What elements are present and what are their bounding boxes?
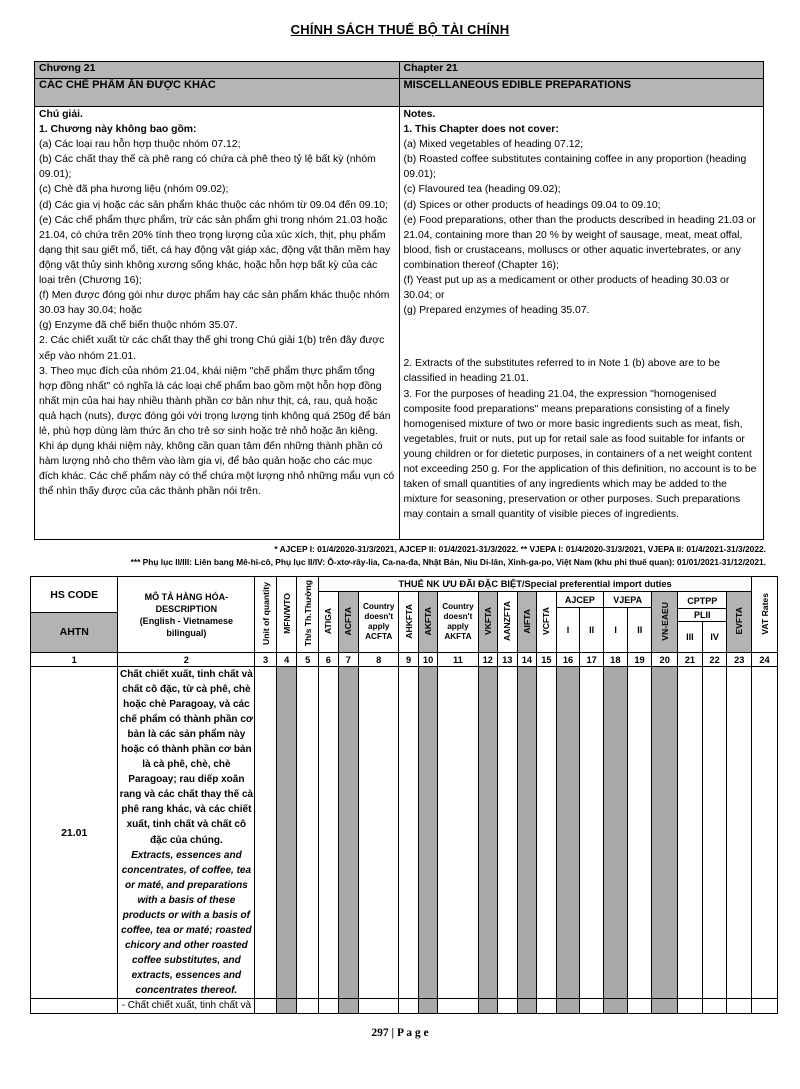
tariff-empty-cell-col-11: [438, 999, 478, 1014]
tariff-empty-cell-col-23: [727, 667, 752, 999]
no-akfta-header-cell: Country doesn't apply AKFTA: [438, 592, 478, 653]
chapter-number-en: Chapter 21: [399, 62, 764, 79]
note-paragraph: (b) Các chất thay thế cà phê rang có chứa cà phê theo tỷ lệ bất kỳ (nhóm 09.01);: [39, 154, 376, 181]
vjepa-label: VJEPA: [604, 592, 651, 608]
atiga-label: ATIGA: [323, 607, 334, 635]
tariff-empty-cell-col-3: [255, 667, 277, 999]
tariff-empty-cell-col-14: [517, 999, 537, 1014]
mfn-header-cell: [276, 577, 297, 653]
tariff-empty-cell-col-21: [678, 667, 703, 999]
column-number-1: 1: [31, 653, 118, 667]
column-number-5: 5: [297, 653, 319, 667]
tariff-empty-cell-col-22: [702, 667, 727, 999]
tariff-empty-cell-col-23: [727, 999, 752, 1014]
note-paragraph: (f) Men được đóng gói như dược phẩm hay các sản phẩm khác thuộc nhóm 30.03 hay 30.04; hoặc: [39, 290, 390, 317]
chapter-number-vi: Chương 21: [35, 62, 400, 79]
page-title: CHÍNH SÁCH THUẾ BỘ TÀI CHÍNH: [290, 22, 510, 37]
ahkfta-header-cell: [399, 592, 419, 653]
tariff-empty-cell-col-6: [319, 667, 339, 999]
column-number-21: 21: [678, 653, 703, 667]
tariff-empty-cell-col-16: [556, 999, 580, 1014]
note-paragraph: 3. Theo mục đích của nhóm 21.04, khái niệm "chế phẩm thực phẩm tổng hợp đồng nhất" có nghĩa là các loại chế phẩm bao gồm một hỗn hợp đồng nhất mịn của hai hay nhiều thành phần cơ bản như thịt, cá, rau, quả hoặc quả hạch (nuts), được đóng gói với trọng lượng tịnh không quá 250g để bán lẻ, phù hợp dùng làm thức ăn cho trẻ sơ sinh hoặc trẻ nhỏ hoặc ăn kiêng. Khi áp dụng khái niệm này, không cần quan tâm đến những thành phần có hàm lượng nhỏ cho thêm vào làm gia vị, để bảo quản hoặc cho các mục đích khác. Các chế phẩm này có thể chứa một lượng nhỏ những mẩu vụn có thể nhìn thấy được của các thành phần nói trên.: [39, 365, 395, 498]
ths-label: Th/s Th.Thường: [302, 580, 313, 647]
tariff-empty-cell-col-9: [399, 999, 419, 1014]
tariff-empty-cell-col-19: [627, 999, 652, 1014]
note-paragraph: (b) Roasted coffee substitutes containing coffee in any proportion (heading 09.01);: [403, 154, 747, 181]
vkfta-header-cell: [478, 592, 498, 653]
vat-header-cell: [752, 577, 778, 653]
column-number-11: 11: [438, 653, 478, 667]
page-number: 297 | P a g e: [371, 1027, 429, 1040]
description-label: MÔ TẢ HÀNG HÓA-DESCRIPTION: [144, 591, 229, 614]
subheading-description-cell: [118, 999, 255, 1014]
tariff-empty-cell-col-17: [580, 999, 604, 1014]
vkfta-label: VKFTA: [482, 606, 493, 635]
tariff-empty-cell-col-14: [517, 667, 537, 999]
vjepa-i-label: I: [614, 625, 617, 635]
vjepa-ii-label: II: [627, 608, 651, 652]
column-number-12: 12: [478, 653, 498, 667]
column-number-22: 22: [702, 653, 727, 667]
vcfta-label: VCFTA: [541, 606, 552, 635]
chapter-title-vi: CÁC CHẾ PHẨM ĂN ĐƯỢC KHÁC: [35, 79, 400, 107]
notes-vi: [35, 107, 400, 540]
plii-label: PLII: [678, 609, 726, 622]
note-paragraph: Chú giải.: [39, 109, 83, 120]
chapter-notes-row: [35, 107, 764, 540]
tariff-empty-cell-col-6: [319, 999, 339, 1014]
note-paragraph: (a) Các loại rau hỗn hợp thuộc nhóm 07.12;: [39, 139, 241, 151]
column-number-2: 2: [118, 653, 255, 667]
column-number-18: 18: [604, 653, 628, 667]
tariff-empty-cell-col-11: [438, 667, 478, 999]
acfta-label: ACFTA: [343, 606, 354, 636]
hs-code-header-cell: [31, 577, 118, 653]
description-vi: Chất chiết xuất, tinh chất và chất cô đặc, từ cà phê, chè hoặc chè Paragoay, và các chế phẩm có thành phần cơ bản là các sản phẩm này hoặc có thành phần cơ bản là cà phê, chè, chè Paragoay; rau diếp xoăn rang và các chất thay thế cà phê rang khác, và các chiết xuất, tinh chất và chất cô đặc của chúng.: [119, 669, 254, 846]
vn-eaeu-header-cell: [652, 592, 678, 653]
note-paragraph: 3. For the purposes of heading 21.04, the expression "homogenised composite food preparations" means preparations consisting of a finely homogenised mixture of two or more basic ingredients such as meat, fish, vegetables, fruit or nuts, put up for retail sale as food suitable for infants or young children or for dietetic purposes, in containers of a net weight content not exceeding 250 g. For the application of this definition, no account is to be taken of small quantities of any ingredients which may be added to the mixture for seasoning, preservation or other purposes. Such preparations may contain a small quantity of visible pieces of ingredients.: [403, 388, 757, 521]
column-number-3: 3: [255, 653, 277, 667]
hs-code-label: HS CODE: [31, 577, 117, 613]
column-number-13: 13: [498, 653, 518, 667]
tariff-empty-cell-col-5: [297, 667, 319, 999]
note-paragraph: (d) Spices or other products of headings 09.04 to 09.10;: [403, 199, 661, 211]
tariff-empty-cell-col-13: [498, 667, 518, 999]
unit-label: Unit of quantity: [260, 581, 271, 645]
note-paragraph: (a) Mixed vegetables of heading 07.12;: [403, 139, 584, 151]
footnotes: [0, 543, 766, 569]
note-paragraph: (c) Chè đã pha hương liệu (nhóm 09.02);: [39, 184, 229, 196]
tariff-header-top-row: [31, 577, 778, 592]
tariff-empty-cell-col-3: [255, 999, 277, 1014]
note-paragraph: 2. Extracts of the substitutes referred to in Note 1 (b) above are to be classified in heading 21.01.: [403, 358, 721, 385]
tariff-empty-cell-col-8: [359, 999, 399, 1014]
ajcep-ii-label: II: [579, 608, 603, 652]
chapter-title-en: MISCELLANEOUS EDIBLE PREPARATIONS: [399, 79, 764, 107]
cptpp-header-cell: [678, 592, 727, 653]
column-number-9: 9: [399, 653, 419, 667]
tariff-empty-cell-col-10: [418, 667, 438, 999]
tariff-empty-cell-col-15: [537, 999, 557, 1014]
ahtn-label: AHTN: [31, 613, 117, 652]
tariff-empty-cell-col-7: [338, 999, 359, 1014]
tariff-empty-cell-col-22: [702, 999, 727, 1014]
column-number-8: 8: [359, 653, 399, 667]
akfta-label: AKFTA: [423, 606, 434, 636]
tariff-empty-cell-col-18: [604, 999, 628, 1014]
tariff-empty-cell-col-19: [627, 667, 652, 999]
special-duties-header: THUẾ NK ƯU ĐÃI ĐẶC BIỆT/Special preferential import duties: [319, 577, 752, 592]
no-acfta-header-cell: Country doesn't apply ACFTA: [359, 592, 399, 653]
tariff-subheading-row: [31, 999, 778, 1014]
note-paragraph: (d) Các gia vị hoặc các sản phẩm khác thuộc các nhóm từ 09.04 đến 09.10;: [39, 199, 388, 211]
column-number-17: 17: [580, 653, 604, 667]
atiga-header-cell: [319, 592, 339, 653]
ajcep-label: AJCEP: [557, 592, 603, 608]
note-paragraph: Notes.: [403, 109, 436, 120]
tariff-empty-cell-col-16: [556, 667, 580, 999]
cptpp-iv-label: IV: [702, 622, 727, 652]
description-header-cell: [118, 577, 255, 653]
hs-code-empty: [31, 999, 118, 1014]
tariff-row-2101: [31, 667, 778, 999]
tariff-table: [30, 576, 778, 1014]
tariff-empty-cell-col-10: [418, 999, 438, 1014]
tariff-empty-cell-col-9: [399, 667, 419, 999]
note-paragraph: 1. Chương này không bao gồm:: [39, 124, 197, 136]
column-number-24: 24: [752, 653, 778, 667]
tariff-empty-cell-col-4: [276, 667, 297, 999]
tariff-empty-cell-col-24: [752, 999, 778, 1014]
column-number-10: 10: [418, 653, 438, 667]
notes-en: [399, 107, 764, 540]
ths-header-cell: [297, 577, 319, 653]
acfta-header-cell: [338, 592, 359, 653]
description-cell: [118, 667, 255, 999]
ajcep-header-cell: [556, 592, 603, 653]
vjepa-header-cell: [604, 592, 652, 653]
subheading-description: - Chất chiết xuất, tinh chất và: [121, 1000, 252, 1012]
column-number-19: 19: [627, 653, 652, 667]
vat-label: VAT Rates: [759, 592, 770, 635]
column-number-20: 20: [652, 653, 678, 667]
tariff-empty-cell-col-20: [652, 999, 678, 1014]
tariff-empty-cell-col-8: [359, 667, 399, 999]
column-number-23: 23: [727, 653, 752, 667]
note-paragraph: (g) Enzyme đã chế biến thuộc nhóm 35.07.: [39, 320, 238, 332]
chapter-title-row: [35, 79, 764, 107]
note-paragraph: (f) Yeast put up as a medicament or other products of heading 30.03 or 30.04; or: [403, 275, 730, 302]
tariff-empty-cell-col-12: [478, 667, 498, 999]
evfta-label: EVFTA: [734, 607, 745, 635]
footnote-line-2: *** Phụ lục II/III: Liên bang Mê-hi-cô, Phụ lục II/IV: Ô-xtơ-rây-lia, Ca-na-đa, Nhật Bản, Niu Di-lân, Xinh-ga-po, Việt Nam (khu phi thuế quan): 01/01/2021-31/12/2021.: [130, 557, 766, 567]
hs-code-value: 21.01: [31, 667, 118, 999]
note-paragraph: 1. This Chapter does not cover:: [403, 124, 559, 136]
tariff-empty-cell-col-20: [652, 667, 678, 999]
evfta-header-cell: [727, 592, 752, 653]
aanzfta-label: AANZFTA: [502, 601, 513, 641]
column-number-15: 15: [537, 653, 557, 667]
akfta-header-cell: [418, 592, 438, 653]
cptpp-iii-label: III: [686, 631, 694, 642]
footnote-line-1: * AJCEP I: 01/4/2020-31/3/2021, AJCEP II: 01/4/2021-31/3/2022. ** VJEPA I: 01/4/2020-31/3/2021, VJEPA II: 01/4/2021-31/3/2022.: [274, 544, 766, 554]
chapter-notes-table: [34, 61, 764, 540]
tariff-empty-cell-col-21: [678, 999, 703, 1014]
aanzfta-header-cell: [498, 592, 518, 653]
tariff-empty-cell-col-15: [537, 667, 557, 999]
note-paragraph: 2. Các chiết xuất từ các chất thay thế ghi trong Chú giải 1(b) trên đây được xếp vào nhóm 21.01.: [39, 335, 385, 362]
tariff-empty-cell-col-7: [338, 667, 359, 999]
note-paragraph: (e) Food preparations, other than the products described in heading 21.03 or 21.04, containing more than 20 % by weight of sausage, meat, meat offal, blood, fish or crustaceans, molluscs or other aquatic invertebrates, or any combination thereof (Chapter 16);: [403, 214, 756, 271]
ahkfta-label: AHKFTA: [403, 603, 414, 639]
note-paragraph: (g) Prepared enzymes of heading 35.07.: [403, 305, 590, 317]
vcfta-header-cell: [537, 592, 557, 653]
column-number-16: 16: [556, 653, 580, 667]
column-number-6: 6: [319, 653, 339, 667]
tariff-empty-cell-col-4: [276, 999, 297, 1014]
mfn-label: MFN/WTO: [281, 593, 292, 634]
chapter-number-row: [35, 62, 764, 79]
column-number-7: 7: [338, 653, 359, 667]
cptpp-label: CPTPP: [678, 593, 726, 609]
description-sublabel: (English - Vietnamese bilingual): [139, 615, 234, 638]
ajcep-i-label: I: [566, 625, 570, 635]
aifta-label: AIFTA: [521, 608, 532, 634]
tariff-empty-cell-col-24: [752, 667, 778, 999]
unit-header-cell: [255, 577, 277, 653]
tariff-empty-cell-col-13: [498, 999, 518, 1014]
aifta-header-cell: [517, 592, 537, 653]
note-paragraph: (c) Flavoured tea (heading 09.02);: [403, 184, 561, 196]
description-en: Extracts, essences and concentrates, of coffee, tea or maté, and preparations with a basis of these products or with a basis of coffee, tea or maté; roasted chicory and other roasted coffee substitutes, and extracts, essences and concentrates thereof.: [121, 849, 252, 996]
tariff-empty-cell-col-18: [604, 667, 628, 999]
vn-eaeu-label: VN-EAEU: [659, 601, 670, 641]
tariff-empty-cell-col-12: [478, 999, 498, 1014]
column-number-14: 14: [517, 653, 537, 667]
column-numbers-row: [31, 653, 778, 667]
tariff-empty-cell-col-17: [580, 667, 604, 999]
note-paragraph: (e) Các chế phẩm thực phẩm, trừ các sản phẩm ghi trong nhóm 21.03 hoặc 21.04, có chứa trên 20% tính theo trọng lượng của xúc xích, thịt, phụ phẩm dạng thịt sau giết mổ, tiết, cá hay động vật giáp xác, động vật thân mềm hay động vật thủy sinh không xương sống khác, hoặc hỗn hợp bất kỳ của các loại trên (Chương 16);: [39, 214, 391, 287]
tariff-empty-cell-col-5: [297, 999, 319, 1014]
column-number-4: 4: [276, 653, 297, 667]
